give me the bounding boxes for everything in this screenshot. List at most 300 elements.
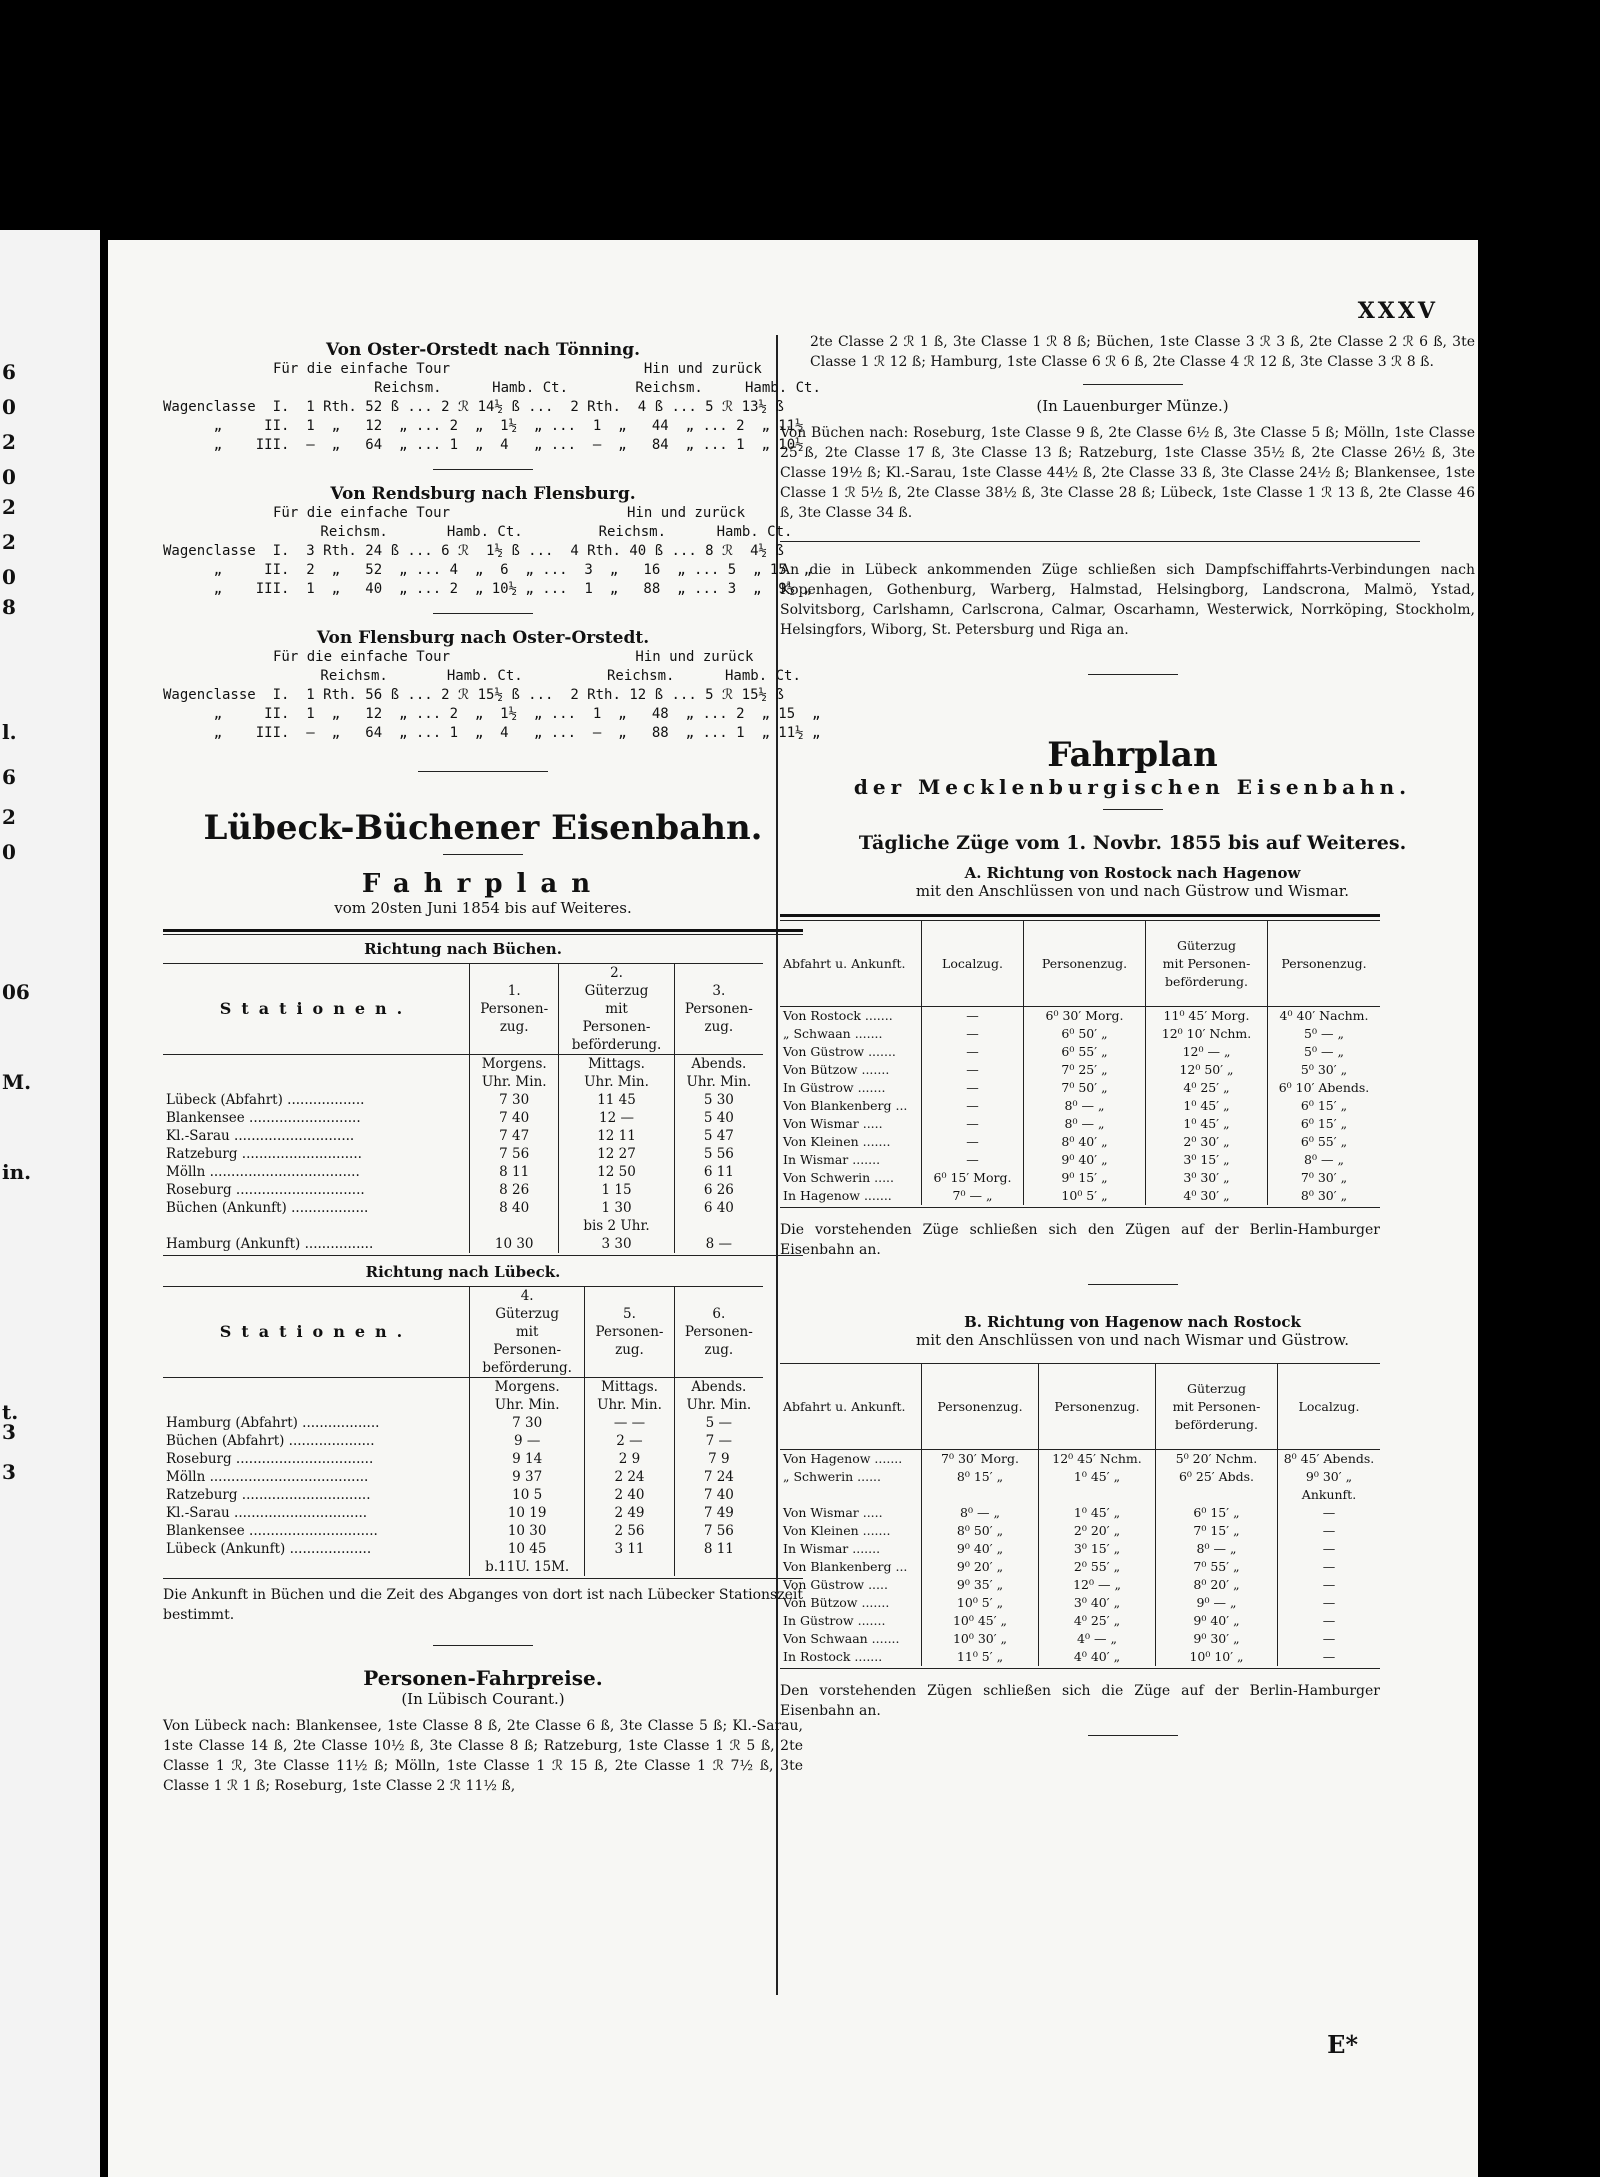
fare-row: „ III. — „ 64 „ ... 1 „ 4 „ ... — „ 88 „ ... 1 „ 11½ „ [163,725,821,741]
time-cell: 7⁰ — „ [922,1187,1024,1205]
col-head: 6. Personen- zug. [674,1287,763,1378]
station-cell: Blankensee .......................... [166,1110,361,1126]
facing-page-fragment: 06 [2,980,30,1004]
time-cell: — [1278,1576,1381,1594]
divider-rule [1083,384,1183,385]
time-cell: 7⁰ 30′ Morg. [922,1450,1039,1469]
time-cell: 8⁰ 15′ „ [922,1468,1039,1486]
col-head: Personenzug. [1024,921,1146,1007]
station-cell: Von Kleinen ....... [783,1134,891,1149]
fare-row: „ II. 1 „ 12 „ ... 2 „ 1½ „ ... 1 „ 48 „ ... 2 „ 15 „ [163,706,821,722]
divider-rule [780,541,1420,542]
table-bottom-rule [780,1668,1380,1669]
time-cell: — — [585,1414,674,1432]
table-row [780,1540,1380,1558]
time-cell: 9⁰ 30′ „ [1156,1630,1278,1648]
station-cell: In Hagenow ....... [783,1188,892,1203]
time-cell: 6⁰ 55′ „ [1024,1043,1146,1061]
time-cell: 5 56 [674,1145,763,1163]
table-row [163,1414,763,1432]
time-cell: 8⁰ 40′ „ [1024,1133,1146,1151]
time-cell: Ankunft. [1278,1486,1381,1504]
time-cell: 7 30 [470,1414,585,1432]
time-cell: 6 26 [674,1181,763,1199]
station-cell: In Rostock ....... [783,1649,883,1664]
time-cell [470,1217,559,1235]
facing-page-fragment: 2 [2,530,16,554]
fare-header: Für die einfache Tour Hin und zurück [273,361,762,377]
direction-title: Richtung nach Büchen. [163,935,763,964]
table-row [780,1522,1380,1540]
facing-page-fragment: in. [2,1160,32,1184]
divider-rule [1088,1735,1178,1736]
time-cell: 6⁰ 50′ „ [1024,1025,1146,1043]
station-cell [163,1558,470,1576]
time-cell: 4⁰ 40′ Nachm. [1268,1007,1381,1026]
fare-row: Wagenclasse I. 1 Rth. 56 ß ... 2 ℛ 15½ ß ... 2 Rth. 12 ß ... 5 ℛ 15½ ß [163,687,784,703]
table-row [780,1450,1380,1469]
col-head: 1. Personen- zug. [470,964,559,1055]
fare-header: Für die einfache Tour Hin und zurück [273,649,754,665]
fare-row: Wagenclasse I. 1 Rth. 52 ß ... 2 ℛ 14½ ß ... 2 Rth. 4 ß ... 5 ℛ 13½ ß [163,399,784,415]
time-cell: 6⁰ 25′ Abds. [1156,1468,1278,1486]
time-cell: 7 30 [470,1091,559,1109]
station-cell: Roseburg .............................. [166,1182,365,1198]
col-head: Güterzug mit Personen- beförderung. [1146,921,1268,1007]
time-cell: 12⁰ — „ [1146,1043,1268,1061]
time-cell: 7⁰ 25′ „ [1024,1061,1146,1079]
facing-page-fragment: 3 [2,1420,16,1444]
facing-page-fragment: 2 [2,805,16,829]
time-cell: 11⁰ 45′ Morg. [1146,1007,1268,1026]
table-row [163,1217,763,1235]
time-cell: 1 30 [559,1199,674,1217]
time-cell: 10⁰ 5′ „ [1024,1187,1146,1205]
col-head: 4. Güterzug mit Personen- beförderung. [470,1287,585,1378]
time-cell: 2 — [585,1432,674,1450]
timetable-a [780,920,1380,1205]
station-cell: In Wismar ....... [783,1541,881,1556]
station-cell: Hamburg (Ankunft) ................ [166,1236,374,1252]
page-number: XXXV [1357,298,1438,324]
time-cell: 11 45 [559,1091,674,1109]
fare-row: „ II. 1 „ 12 „ ... 2 „ 1½ „ ... 1 „ 44 „ ... 2 „ 11½ [163,418,804,434]
time-cell: 10 5 [470,1486,585,1504]
time-head: Morgens. Uhr. Min. [470,1378,585,1415]
table-row [780,1007,1380,1026]
direction-a-sub: mit den Anschlüssen von und nach Güstrow und Wismar. [915,882,1350,900]
time-cell: 4⁰ 40′ „ [1039,1648,1156,1666]
stations-header: Stationen. [219,999,413,1018]
fare-header: Für die einfache Tour Hin und zurück [273,505,746,521]
time-cell: 5 30 [674,1091,763,1109]
fares-paragraph: Von Lübeck nach: Blankensee, 1ste Classe 8 ß, 2te Classe 6 ß, 3te Classe 5 ß; Kl.-Sarau, 1ste Classe 14 ß, 2te Classe 10½ ß, 3te Classe 8 ß; Ratzeburg, 1ste Classe 1 ℛ 5 ß, 2te Classe 1 ℛ, 3te Classe 11½ ß; Mölln, 1ste Classe 1 ℛ 15 ß, 2te Classe 1 ℛ 7½ ß, 3te Classe 1 ℛ 1 ß; Roseburg, 1ste Classe 2 ℛ 11½ ß, [163,1718,803,1794]
time-cell: 7⁰ 15′ „ [1156,1522,1278,1540]
time-cell: 12 50 [559,1163,674,1181]
time-cell: 2 40 [585,1486,674,1504]
fare-header: Reichsm. Hamb. Ct. Reichsm. Hamb. Ct. [253,668,801,684]
fare-title: Von Rendsburg nach Flensburg. [330,484,636,504]
divider-rule [1088,674,1178,675]
fare-row: „ III. — „ 64 „ ... 1 „ 4 „ ... — „ 84 „ ... 1 „ 10½ [163,437,804,453]
time-cell: — [1278,1504,1381,1522]
time-cell: bis 2 Uhr. [559,1217,674,1235]
fare-title: Von Flensburg nach Oster-Orstedt. [316,628,650,648]
col-head: Abfahrt u. Ankunft. [783,955,906,971]
time-cell: 8⁰ 30′ „ [1268,1187,1381,1205]
direction-b-title: B. Richtung von Hagenow nach Rostock [964,1313,1301,1331]
time-cell: 9⁰ — „ [1156,1594,1278,1612]
time-cell: 3⁰ 15′ „ [1039,1540,1156,1558]
time-cell: 9⁰ 40′ „ [1024,1151,1146,1169]
time-cell: 7⁰ 30′ „ [1268,1169,1381,1187]
time-cell: 2 24 [585,1468,674,1486]
time-cell: 5 40 [674,1109,763,1127]
time-cell: 5⁰ 20′ Nchm. [1156,1450,1278,1469]
time-cell: 12⁰ 50′ „ [1146,1061,1268,1079]
station-cell: Büchen (Abfahrt) .................... [166,1433,375,1449]
col-head: 3. Personen- zug. [674,964,763,1055]
table-row [163,1181,763,1199]
station-cell: Von Güstrow ....... [783,1044,896,1059]
divider-rule [443,854,523,855]
time-cell: 6⁰ 15′ Morg. [922,1169,1024,1187]
fare-block-rendsburg-flensburg [163,484,813,599]
direction-a-title: A. Richtung von Rostock nach Hagenow [964,864,1301,882]
note-paragraph: Die Ankunft in Büchen und die Zeit des Abganges von dort ist nach Lübecker Stationszeit bestimmt. [163,1587,803,1623]
page [108,240,1478,2177]
time-cell: — [922,1061,1024,1079]
time-cell: 9⁰ 40′ „ [922,1540,1039,1558]
time-head: Abends. Uhr. Min. [674,1378,763,1415]
table-row [780,1558,1380,1576]
time-cell: 10⁰ 5′ „ [922,1594,1039,1612]
facing-page-fragment: 0 [2,840,16,864]
time-cell: — [922,1007,1024,1026]
time-cell: 9⁰ 30′ „ [1278,1468,1381,1486]
time-cell: 5 — [674,1414,763,1432]
table-row [780,1486,1380,1504]
table-row [163,1127,763,1145]
direction-title: Richtung nach Lübeck. [163,1258,763,1287]
col-head: Personenzug. [1268,921,1381,1007]
col-head: 5. Personen- zug. [585,1287,674,1378]
time-cell: 1⁰ 45′ „ [1039,1504,1156,1522]
table-row [780,1133,1380,1151]
col-head: Localzug. [1278,1364,1381,1450]
time-cell: 6⁰ 15′ „ [1268,1097,1381,1115]
time-cell: 1 15 [559,1181,674,1199]
time-cell: 8 26 [470,1181,559,1199]
table-row [780,1594,1380,1612]
facing-page-fragment: 2 [2,495,16,519]
time-head: Abends. Uhr. Min. [674,1055,763,1092]
station-cell: Von Rostock ....... [783,1008,893,1023]
table-row [780,1097,1380,1115]
time-cell: b.11U. 15M. [470,1558,585,1576]
station-cell: Von Wismar ..... [783,1505,883,1520]
station-cell [780,1486,922,1504]
time-cell: 7⁰ 50′ „ [1024,1079,1146,1097]
time-cell: 7 9 [674,1450,763,1468]
station-cell: Kl.-Sarau ............................... [166,1505,368,1521]
time-cell: 2⁰ 30′ „ [1146,1133,1268,1151]
time-cell: 4⁰ — „ [1039,1630,1156,1648]
table-row [163,1163,763,1181]
time-cell: 9 37 [470,1468,585,1486]
time-cell: 6 11 [674,1163,763,1181]
station-cell: In Güstrow ....... [783,1080,886,1095]
time-cell [674,1217,763,1235]
time-cell: — [922,1097,1024,1115]
facing-page-fragment: 6 [2,360,16,384]
station-cell: Roseburg ................................ [166,1451,374,1467]
table-top-rule [780,914,1380,917]
left-column [163,340,821,1796]
time-cell: 5⁰ — „ [1268,1043,1381,1061]
direction-b-sub: mit den Anschlüssen von und nach Wismar und Güstrow. [915,1331,1350,1349]
time-cell: 7 49 [674,1504,763,1522]
station-cell: Lübeck (Abfahrt) .................. [166,1092,365,1108]
signature-mark: E* [1327,2030,1358,2059]
facing-page-fragment: 0 [2,395,16,419]
table-row [163,1091,763,1109]
time-cell: 8 40 [470,1199,559,1217]
time-cell: 3⁰ 40′ „ [1039,1594,1156,1612]
time-cell: 6⁰ 15′ „ [1268,1115,1381,1133]
fare-header: Reichsm. Hamb. Ct. Reichsm. Hamb. Ct. [253,524,793,540]
time-cell: 3 30 [559,1235,674,1253]
fares-title: Personen-Fahrpreise. [363,1666,603,1690]
lauenburg-currency: (In Lauenburger Münze.) [1036,397,1229,415]
time-cell: 5⁰ — „ [1268,1025,1381,1043]
table-row [780,1648,1380,1666]
station-cell: Von Blankenberg ... [783,1098,908,1113]
luebeck-section [163,808,803,1796]
table-row [780,1187,1380,1205]
station-cell: Blankensee .............................. [166,1523,378,1539]
fare-block-flensburg-oster [163,628,821,743]
divider-rule [433,1645,533,1646]
station-cell: Lübeck (Ankunft) ................... [166,1541,372,1557]
time-cell: 1⁰ 45′ „ [1146,1097,1268,1115]
time-cell: 11⁰ 5′ „ [922,1648,1039,1666]
table-row [163,1235,763,1253]
time-cell: 3⁰ 30′ „ [1146,1169,1268,1187]
table-row [780,1468,1380,1486]
time-cell: 4⁰ 25′ „ [1146,1079,1268,1097]
time-cell: 12 11 [559,1127,674,1145]
fahrplan-heading: Fahrplan [361,869,605,899]
station-cell: Büchen (Ankunft) .................. [166,1200,369,1216]
station-cell: „ Schwerin ...... [783,1469,881,1484]
time-cell: — [922,1043,1024,1061]
time-cell: 4⁰ 30′ „ [1146,1187,1268,1205]
time-cell: 2⁰ 20′ „ [1039,1522,1156,1540]
time-cell: 6⁰ 15′ „ [1156,1504,1278,1522]
time-cell: 7 — [674,1432,763,1450]
fare-block-oster-toenning [163,340,821,455]
timetable-to-luebeck [163,1258,763,1576]
table-bottom-rule [163,1578,803,1579]
time-cell: 3 11 [585,1540,674,1558]
station-cell: Hamburg (Abfahrt) .................. [166,1415,380,1431]
station-cell: Von Kleinen ....... [783,1523,891,1538]
col-head: Personenzug. [922,1364,1039,1450]
table-row [780,1612,1380,1630]
time-cell: 4⁰ 25′ „ [1039,1612,1156,1630]
facing-page-fragment: 8 [2,595,16,619]
table-row [780,1115,1380,1133]
facing-page-fragment: l. [2,720,17,744]
time-head: Mittags. Uhr. Min. [559,1055,674,1092]
table-row [780,1043,1380,1061]
col-head: Abfahrt u. Ankunft. [783,1398,906,1414]
station-cell [163,1217,470,1235]
time-cell: 6 40 [674,1199,763,1217]
time-cell: 9⁰ 15′ „ [1024,1169,1146,1187]
time-cell: 5⁰ 30′ „ [1268,1061,1381,1079]
facing-page-fragment: M. [2,1070,32,1094]
time-cell: 5 47 [674,1127,763,1145]
time-cell: 8⁰ 45′ Abends. [1278,1450,1381,1469]
station-cell: Von Güstrow ..... [783,1577,888,1592]
table-row [780,1025,1380,1043]
time-cell: — [922,1115,1024,1133]
time-cell: — [922,1025,1024,1043]
buechen-fares: Von Büchen nach: Roseburg, 1ste Classe 9 ß, 2te Classe 6½ ß, 3te Classe 5 ß; Mölln, 1ste Classe 25 ß, 2te Classe 17 ß, 3te Classe 13 ß; Ratzeburg, 1ste Classe 35½ ß, 2te Classe 26½ ß, 3te Classe 19½ ß; Kl.-Sarau, 1ste Classe 44½ ß, 2te Classe 33 ß, 3te Classe 24½ ß; Blankensee, 1ste Classe 1 ℛ 5½ ß, 2te Classe 38½ ß, 3te Classe 28 ß; Lübeck, 1ste Classe 1 ℛ 13 ß, 2te Classe 46 ß, 3te Classe 34 ß. [780,425,1475,521]
table-row [780,1079,1380,1097]
station-cell: Von Blankenberg ... [783,1559,908,1574]
time-cell: 9⁰ 20′ „ [922,1558,1039,1576]
time-cell: 2 49 [585,1504,674,1522]
time-cell: 7 24 [674,1468,763,1486]
station-cell: „ Schwaan ....... [783,1026,883,1041]
table-row [163,1199,763,1217]
time-cell: 7 47 [470,1127,559,1145]
station-cell: Von Bützow ....... [783,1062,890,1077]
time-cell: 8⁰ — „ [1024,1097,1146,1115]
time-cell: 12 — [559,1109,674,1127]
table-row [780,1630,1380,1648]
station-cell: Von Wismar ..... [783,1116,883,1131]
time-head: Mittags. Uhr. Min. [585,1378,674,1415]
time-cell: — [1278,1630,1381,1648]
time-cell: 6⁰ 30′ Morg. [1024,1007,1146,1026]
table-row [163,1558,763,1576]
time-cell: 7 56 [674,1522,763,1540]
table-mid-rule [163,1255,803,1256]
time-cell: 3⁰ 15′ „ [1146,1151,1268,1169]
note-b: Den vorstehenden Zügen schließen sich die Züge auf der Berlin-Hamburger Eisenbahn an. [780,1683,1380,1719]
time-cell [922,1486,1039,1504]
note-a: Die vorstehenden Züge schließen sich den Zügen auf der Berlin-Hamburger Eisenbahn an. [780,1222,1380,1258]
time-cell: 10⁰ 30′ „ [922,1630,1039,1648]
time-cell: 12 27 [559,1145,674,1163]
table-row [163,1522,763,1540]
time-cell: 10 19 [470,1504,585,1522]
table-row [163,1145,763,1163]
col-head: 2. Güterzug mit Personen- beförderung. [559,964,674,1055]
time-cell: 10 45 [470,1540,585,1558]
time-cell: 6⁰ 55′ „ [1268,1133,1381,1151]
time-cell: — [922,1079,1024,1097]
time-cell: 9 14 [470,1450,585,1468]
facing-page-fragment: 2 [2,430,16,454]
station-cell: In Wismar ....... [783,1152,881,1167]
time-cell: 1⁰ 45′ „ [1146,1115,1268,1133]
table-row [163,1432,763,1450]
station-cell: Von Schwerin ..... [783,1170,895,1185]
time-cell: 6⁰ 10′ Abends. [1268,1079,1381,1097]
time-cell: — [1278,1612,1381,1630]
steamer-connections: An die in Lübeck ankommenden Züge schließen sich Dampfschiffahrts-Verbindungen nach Kopenhagen, Gothenburg, Warberg, Halmstad, Helsingborg, Landscrona, Malmö, Ystad, Solvitsborg, Carlshamn, Carlscrona, Calmar, Oscarhamn, Westerwick, Norrköping, Stockholm, Helsingfors, Wiborg, St. Petersburg und Riga an. [780,562,1475,638]
table-row [780,1169,1380,1187]
time-cell: 7 40 [674,1486,763,1504]
station-cell: Von Schwaan ....... [783,1631,900,1646]
time-cell: — [1278,1558,1381,1576]
table-row [163,1486,763,1504]
station-cell: Ratzeburg .............................. [166,1487,371,1503]
time-cell: — [1278,1648,1381,1666]
table-row [163,1504,763,1522]
time-cell: 10 30 [470,1235,559,1253]
table-row [163,1450,763,1468]
time-cell: 1⁰ 45′ „ [1039,1468,1156,1486]
station-cell: Ratzeburg ............................ [166,1146,362,1162]
time-cell: 8 — [674,1235,763,1253]
table-bottom-rule [780,1207,1380,1208]
timetable-to-buechen [163,935,763,1253]
table-row [163,1540,763,1558]
time-cell: 7⁰ 55′ „ [1156,1558,1278,1576]
time-cell: 2⁰ 55′ „ [1039,1558,1156,1576]
timetable-b [780,1363,1380,1666]
facing-page-fragment: 3 [2,1460,16,1484]
time-cell: 8⁰ 20′ „ [1156,1576,1278,1594]
fare-row: „ III. 1 „ 40 „ ... 2 „ 10½ „ ... 1 „ 88 „ ... 3 „ 9½ „ [163,581,813,597]
facing-page-fragment: 0 [2,565,16,589]
facing-page-fragment: 6 [2,765,16,789]
time-head: Morgens. Uhr. Min. [470,1055,559,1092]
station-cell: In Güstrow ....... [783,1613,886,1628]
daily-line: Tägliche Züge vom 1. Novbr. 1855 bis auf Weiteres. [858,832,1407,854]
table-row [780,1061,1380,1079]
time-cell: — [1278,1540,1381,1558]
date-line: vom 20sten Juni 1854 bis auf Weiteres. [334,899,632,917]
time-cell: 9⁰ 35′ „ [922,1576,1039,1594]
fare-header: Reichsm. Hamb. Ct. Reichsm. Hamb. Ct. [273,380,821,396]
right-column [780,332,1485,1750]
time-cell: 12⁰ 10′ Nchm. [1146,1025,1268,1043]
col-head: Personenzug. [1039,1364,1156,1450]
table-row [163,1468,763,1486]
facing-page-fragment: t. [2,1400,19,1424]
time-cell: 8 11 [470,1163,559,1181]
time-cell [674,1558,763,1576]
divider-rule [1088,1284,1178,1285]
station-cell: Kl.-Sarau ............................ [166,1128,355,1144]
divider-rule [418,771,548,772]
time-cell [585,1558,674,1576]
time-cell: 10⁰ 10′ „ [1156,1648,1278,1666]
divider-rule [1103,809,1163,810]
meck-title: Fahrplan [1047,735,1218,775]
time-cell: 2 9 [585,1450,674,1468]
time-cell: 8 11 [674,1540,763,1558]
section-title: Lübeck-Büchener Eisenbahn. [203,808,763,848]
fares-currency: (In Lübisch Courant.) [401,1690,565,1708]
